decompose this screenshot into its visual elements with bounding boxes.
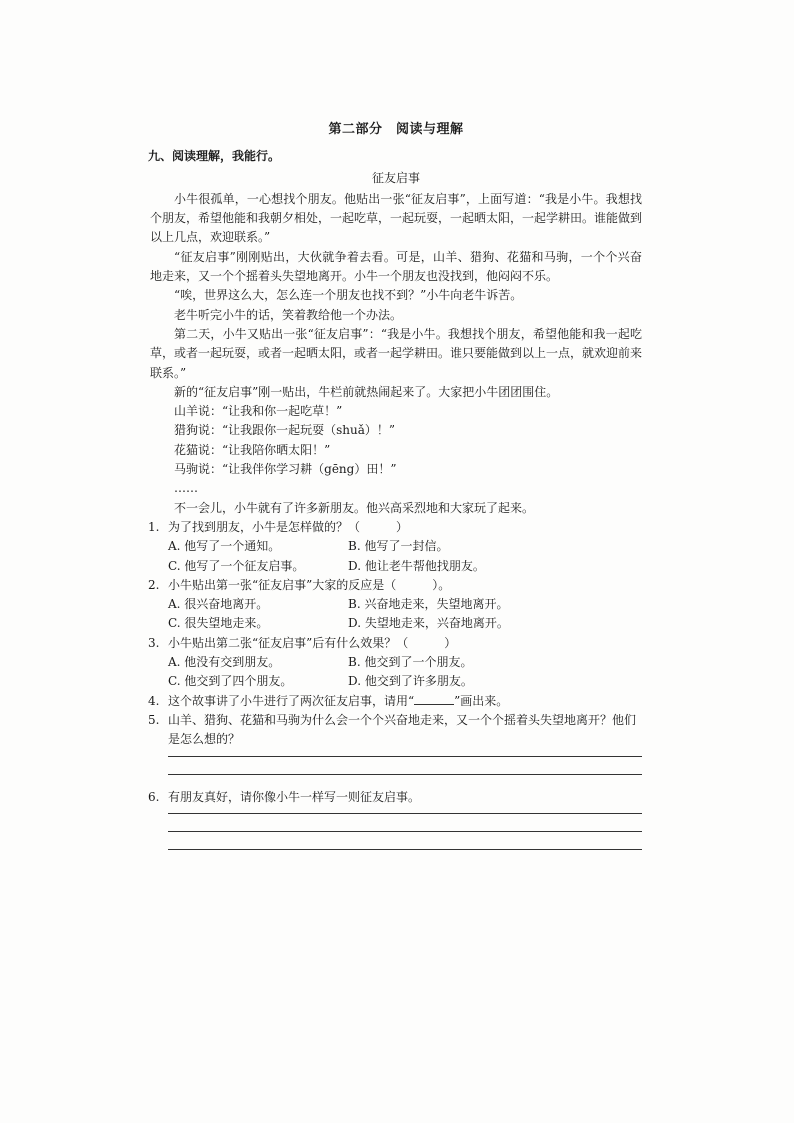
part-title: 第二部分 阅读与理解: [328, 122, 464, 137]
option-c[interactable]: C. 很失望地走来。: [168, 616, 269, 631]
dialog-cat: 花猫说：“让我陪你晒太阳！”: [174, 442, 331, 457]
option-b[interactable]: B. 他交到了一个朋友。: [348, 655, 473, 670]
answer-line[interactable]: [168, 813, 642, 814]
question-number: 6.: [148, 789, 160, 804]
question-text-start: 这个故事讲了小牛进行了两次征友启事，请用“: [168, 693, 415, 708]
question-4: [150, 692, 642, 711]
reading-section: [150, 120, 642, 867]
option-c[interactable]: C. 他写了一个征友启事。: [168, 558, 305, 573]
option-a[interactable]: A. 很兴奋地离开。: [168, 597, 269, 612]
question-text: 为了找到朋友，小牛是怎样做的？（ ）: [168, 519, 409, 534]
dialog-goat: 山羊说：“让我和你一起吃草！”: [174, 404, 343, 419]
option-d[interactable]: D. 他让老牛帮他找朋友。: [348, 558, 485, 573]
question-number: 4.: [148, 693, 160, 708]
option-d[interactable]: D. 失望地走来，兴奋地离开。: [348, 616, 509, 631]
answer-area-6[interactable]: [150, 813, 642, 850]
question-number: 5.: [148, 712, 160, 727]
question-1-options: [168, 537, 642, 576]
story-paragraph-1: 小牛很孤单，一心想找个朋友。他贴出一张“征友启事”，上面写道：“我是小牛。我想找个朋友，希望他能和我朝夕相处，一起吃草，一起玩耍，一起晒太阳，一起学耕田。谁能做到以上几点，欢迎联系。”: [150, 191, 643, 245]
option-d[interactable]: D. 他交到了许多朋友。: [348, 674, 473, 689]
option-b[interactable]: B. 他写了一封信。: [348, 539, 449, 554]
question-6: [150, 788, 642, 807]
question-text: 有朋友真好，请你像小牛一样写一则征友启事。: [168, 789, 421, 804]
underline-blank: [414, 692, 454, 705]
question-text: 小牛贴出第二张“征友启事”后有什么效果？（ ）: [168, 635, 457, 650]
story-ellipsis: ……: [174, 481, 198, 496]
question-2: [150, 576, 642, 595]
answer-line[interactable]: [168, 831, 642, 832]
dialog-colt: 马驹说：“让我伴你学习耕（gēng）田！”: [174, 462, 397, 477]
question-2-options: [168, 595, 642, 634]
question-text: 山羊、猎狗、花猫和马驹为什么会一个个兴奋地走来，又一个个摇着头失望地离开？他们是怎么想的？: [168, 712, 637, 747]
option-a[interactable]: A. 他写了一个通知。: [168, 539, 281, 554]
answer-line[interactable]: [168, 756, 642, 757]
option-b[interactable]: B. 兴奋地走来，失望地离开。: [348, 597, 509, 612]
answer-area-5[interactable]: [150, 756, 642, 775]
story-paragraph-2: “征友启事”刚刚贴出，大伙就争着去看。可是，山羊、猎狗、花猫和马驹，一个个兴奋地走来，又一个个摇着头失望地离开。小牛一个朋友也没找到，他闷闷不乐。: [150, 249, 642, 284]
story-paragraph-4: 老牛听完小牛的话，笑着教给他一个办法。: [174, 307, 403, 322]
question-3-options: [168, 653, 642, 692]
question-3: [150, 634, 642, 653]
option-a[interactable]: A. 他没有交到朋友。: [168, 655, 281, 670]
answer-line[interactable]: [168, 849, 642, 850]
question-number: 1.: [148, 519, 160, 534]
question-text-end: ”画出来。: [454, 693, 509, 708]
story-title: 征友启事: [371, 170, 420, 185]
question-5: [150, 711, 642, 750]
answer-line[interactable]: [168, 774, 642, 775]
question-text: 小牛贴出第一张“征友启事”大家的反应是（ ）。: [168, 577, 451, 592]
question-number: 2.: [148, 577, 160, 592]
story-paragraph-5: 第二天，小牛又贴出一张“征友启事”：“我是小牛。我想找个朋友，希望他能和我一起吃草，或者一起玩耍，或者一起晒太阳，或者一起学耕田。谁只要能做到以上一点，就欢迎前来联系。”: [150, 326, 643, 380]
option-c[interactable]: C. 他交到了四个朋友。: [168, 674, 293, 689]
story-paragraph-7: 不一会儿，小牛就有了许多新朋友。他兴高采烈地和大家玩了起来。: [174, 500, 535, 515]
story-paragraph-3: “唉，世界这么大，怎么连一个朋友也找不到？”小牛向老牛诉苦。: [174, 288, 523, 303]
story-paragraph-6: 新的“征友启事”刚一贴出，牛栏前就热闹起来了。大家把小牛团团围住。: [174, 384, 559, 399]
question-1: [150, 518, 642, 537]
section-heading: 九、阅读理解，我能行。: [148, 149, 281, 164]
dialog-dog: 猎狗说：“让我跟你一起玩耍（shuǎ）！”: [174, 423, 396, 438]
question-number: 3.: [148, 635, 160, 650]
